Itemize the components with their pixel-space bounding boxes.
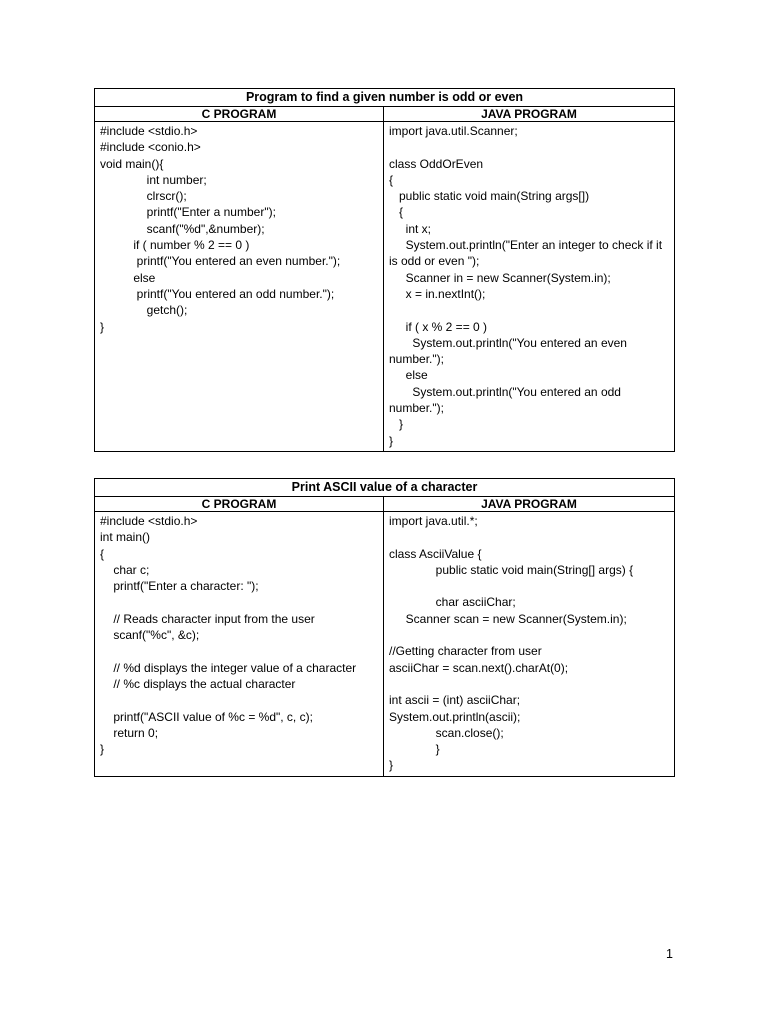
code-line: #include <stdio.h> [100,124,198,138]
code-line: scan.close(); [389,725,504,740]
code-line: // Reads character input from the user [100,611,315,626]
c-code-cell [95,512,384,777]
code-line: Scanner scan = new Scanner(System.in); [389,611,627,626]
column-header-java: JAVA PROGRAM [384,107,675,122]
code-line: } [100,742,105,757]
code-line: if ( number % 2 == 0 ) [100,238,250,253]
code-line: System.out.println("You entered an even number."); [389,335,631,367]
code-line: } [389,417,404,432]
column-header-c: C PROGRAM [95,107,384,122]
column-header-java: JAVA PROGRAM [384,497,675,512]
code-line: int ascii = (int) asciiChar; [389,693,521,708]
code-line: clrscr(); [100,189,187,204]
code-line: System.out.println("Enter an integer to check if it is odd or even "); [389,238,666,269]
code-line: else [100,270,156,285]
java-code-cell [384,512,675,777]
code-line: char c; [100,562,150,577]
code-line [100,594,383,610]
code-line: printf("ASCII value of %c = %d", c, c); [100,709,313,724]
ascii-value-table [94,478,675,777]
code-line: char asciiChar; [389,595,516,610]
code-line: { [389,205,404,220]
code-line: else [389,368,428,383]
code-line: printf("Enter a number"); [100,205,276,220]
code-line [389,627,674,643]
code-line: } [389,433,394,448]
code-line: System.out.println("You entered an odd number."); [389,384,625,416]
code-line: asciiChar = scan.next().charAt(0); [389,660,569,675]
code-line: { [389,172,394,187]
code-line: #include <conio.h> [100,140,201,155]
code-line: class OddOrEven [389,156,484,171]
table-title: Program to find a given number is odd or even [95,89,675,107]
code-line: void main(){ [100,156,164,171]
code-line: Scanner in = new Scanner(System.in); [389,270,611,285]
code-line: import java.util.*; [389,514,478,528]
code-line: public static void main(String args[]) [389,189,590,204]
code-line: // %d displays the integer value of a character [100,660,357,675]
code-line [100,643,383,659]
code-line: class AsciiValue { [389,546,482,561]
code-line: } [100,319,105,334]
code-line [389,676,674,692]
code-line: printf("You entered an even number."); [100,254,341,269]
code-line: } [389,758,394,773]
code-line: #include <stdio.h> [100,514,198,528]
code-line [100,692,383,708]
code-line: getch(); [100,303,188,318]
code-line: // %c displays the actual character [100,676,296,691]
code-line: } [389,742,440,757]
code-line: return 0; [100,725,159,740]
code-line: import java.util.Scanner; [389,124,518,138]
code-line [389,139,674,155]
odd-even-table [94,88,675,452]
code-line [389,529,674,545]
code-line: int number; [100,172,207,187]
code-line: { [100,546,105,561]
column-header-c: C PROGRAM [95,497,384,512]
code-line: System.out.println(ascii); [389,709,521,724]
table-title: Print ASCII value of a character [95,479,675,497]
page-number: 1 [666,947,673,961]
code-line [389,302,674,318]
code-line: if ( x % 2 == 0 ) [389,319,488,334]
code-line: public static void main(String[] args) { [389,562,634,577]
code-line [389,578,674,594]
code-line: printf("Enter a character: "); [100,579,259,594]
code-line: x = in.nextInt(); [389,286,486,301]
code-line: //Getting character from user [389,644,542,659]
c-code-cell [95,122,384,452]
code-line: printf("You entered an odd number."); [100,286,335,301]
code-line: int main() [100,530,151,545]
java-code-cell [384,122,675,452]
code-line: scanf("%d",&number); [100,221,265,236]
code-line: scanf("%c", &c); [100,628,200,643]
code-line: int x; [389,221,432,236]
